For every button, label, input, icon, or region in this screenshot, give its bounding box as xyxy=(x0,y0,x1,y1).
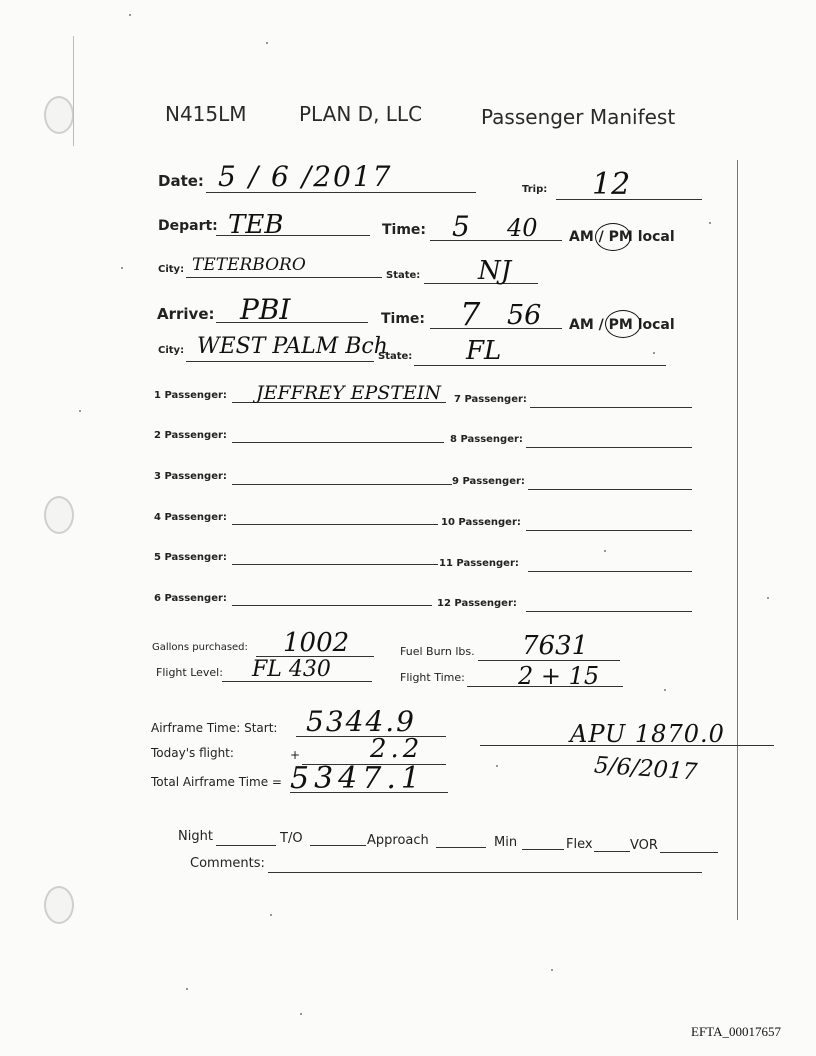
approach-label: Approach xyxy=(367,833,429,848)
scan-speck xyxy=(767,597,769,599)
night-line xyxy=(216,845,276,846)
apu-text: APU 1870.0 xyxy=(570,720,725,748)
passenger-4-label: 4 Passenger: xyxy=(154,512,227,523)
airframe-start-label: Airframe Time: Start: xyxy=(151,721,278,735)
punch-hole-middle xyxy=(44,496,74,534)
date-label: Date: xyxy=(158,172,204,190)
scan-speck xyxy=(653,352,655,354)
arrive-time-line xyxy=(430,328,562,329)
passenger-8-label: 8 Passenger: xyxy=(450,434,523,445)
depart-ampm-local: AM / PM local xyxy=(569,229,675,245)
passenger-9-line xyxy=(528,489,692,490)
passenger-3-label: 3 Passenger: xyxy=(154,471,227,482)
scan-speck xyxy=(121,267,123,269)
scan-speck xyxy=(270,914,272,916)
tail-number: N415LM xyxy=(165,102,247,126)
document-id: EFTA_00017657 xyxy=(691,1024,781,1039)
scan-speck xyxy=(129,14,131,16)
total-airframe-label: Total Airframe Time = xyxy=(151,775,282,789)
arrive-ampm-local: AM / PM local xyxy=(569,317,675,333)
passenger-10-label: 10 Passenger: xyxy=(441,517,521,528)
to-label: T/O xyxy=(280,831,303,846)
arrive-city-label: City: xyxy=(158,345,185,356)
depart-time-line xyxy=(430,240,562,241)
comments-label: Comments: xyxy=(190,856,265,871)
scan-speck xyxy=(551,969,553,971)
passenger-6-label: 6 Passenger: xyxy=(154,593,227,604)
todays-flight-label: Today's flight: xyxy=(151,746,234,760)
passenger-11-line xyxy=(528,571,692,572)
fuel-burn-label: Fuel Burn lbs. xyxy=(400,645,475,658)
passenger-9-label: 9 Passenger: xyxy=(452,476,525,487)
passenger-5-label: 5 Passenger: xyxy=(154,552,227,563)
pm-circle-depart xyxy=(595,223,631,251)
flight-time-value: 2 + 15 xyxy=(518,662,600,690)
vor-label: VOR xyxy=(630,838,658,853)
flight-level-label: Flight Level: xyxy=(156,666,223,679)
passenger-4-line xyxy=(232,524,438,525)
depart-value: TEB xyxy=(228,210,284,240)
depart-state-value: NJ xyxy=(478,256,512,286)
fuel-burn-value: 7631 xyxy=(522,631,589,661)
flex-label: Flex xyxy=(566,837,593,852)
arrive-state-label: State: xyxy=(378,351,413,362)
punch-hole-bottom xyxy=(44,886,74,924)
arrive-state-line xyxy=(414,365,666,366)
passenger-10-line xyxy=(526,530,692,531)
airframe-start-value: 5344.9 xyxy=(306,705,416,738)
trip-label: Trip: xyxy=(522,184,548,195)
company-name: PLAN D, LLC xyxy=(299,102,423,126)
min-line xyxy=(522,849,564,850)
left-edge-mark xyxy=(73,36,74,146)
passenger-11-label: 11 Passenger: xyxy=(439,558,519,569)
todays-flight-value: 2.2 xyxy=(370,734,424,764)
passenger-2-line xyxy=(232,442,444,443)
depart-label: Depart: xyxy=(158,218,218,234)
scan-speck xyxy=(709,222,711,224)
arrive-line xyxy=(216,322,368,323)
flight-time-label: Flight Time: xyxy=(400,671,465,684)
date-value: 5 / 6 /2017 xyxy=(218,160,393,193)
arrive-label: Arrive: xyxy=(157,305,215,323)
scan-speck xyxy=(300,1013,302,1015)
punch-hole-top xyxy=(44,96,74,134)
to-line xyxy=(310,845,366,846)
arrive-time-minutes: 56 xyxy=(507,300,542,331)
arrive-city-line xyxy=(186,361,374,362)
todays-flight-plus: + xyxy=(290,748,301,762)
total-airframe-value: 5347.1 xyxy=(290,761,425,796)
passenger-2-label: 2 Passenger: xyxy=(154,430,227,441)
depart-time-minutes: 40 xyxy=(507,214,538,242)
passenger-8-line xyxy=(526,447,692,448)
night-label: Night xyxy=(178,829,213,844)
passenger-7-line xyxy=(530,407,692,408)
passenger-3-line xyxy=(232,484,452,485)
scan-speck xyxy=(266,42,268,44)
scan-speck xyxy=(604,550,606,552)
passenger-1-label: 1 Passenger: xyxy=(154,390,227,401)
passenger-7-label: 7 Passenger: xyxy=(454,394,527,405)
depart-time-label: Time: xyxy=(382,222,427,238)
gallons-label: Gallons purchased: xyxy=(152,642,248,653)
arrive-time-hour: 7 xyxy=(460,295,481,333)
depart-state-label: State: xyxy=(386,270,421,281)
arrive-state-value: FL xyxy=(466,336,502,366)
trip-value: 12 xyxy=(592,167,631,202)
depart-city-line xyxy=(186,277,382,278)
comments-line xyxy=(268,872,702,873)
depart-city-value: TETERBORO xyxy=(192,255,306,275)
arrive-value: PBI xyxy=(240,293,291,326)
pm-circle-arrive xyxy=(605,310,641,338)
passenger-5-line xyxy=(232,564,438,565)
page-title: Passenger Manifest xyxy=(481,105,676,129)
arrive-city-value: WEST PALM Bch xyxy=(197,334,388,359)
min-label: Min xyxy=(494,835,518,850)
passenger-12-line xyxy=(526,611,692,612)
passenger-6-line xyxy=(232,605,432,606)
gallons-value: 1002 xyxy=(283,628,350,658)
scan-speck xyxy=(496,765,498,767)
vor-line xyxy=(660,852,718,853)
depart-time-hour: 5 xyxy=(452,210,470,243)
flex-line xyxy=(594,851,630,852)
arrive-time-label: Time: xyxy=(381,311,426,327)
approach-line xyxy=(436,847,486,848)
passenger-12-label: 12 Passenger: xyxy=(437,598,517,609)
flight-level-value: FL 430 xyxy=(252,657,331,682)
passenger-1-value: JEFFREY EPSTEIN xyxy=(256,382,441,404)
apu-date: 5/6/2017 xyxy=(593,752,699,786)
scan-speck xyxy=(79,410,81,412)
scan-speck xyxy=(186,988,188,990)
scan-speck xyxy=(664,689,666,691)
right-margin-line xyxy=(737,160,738,920)
depart-city-label: City: xyxy=(158,264,185,275)
